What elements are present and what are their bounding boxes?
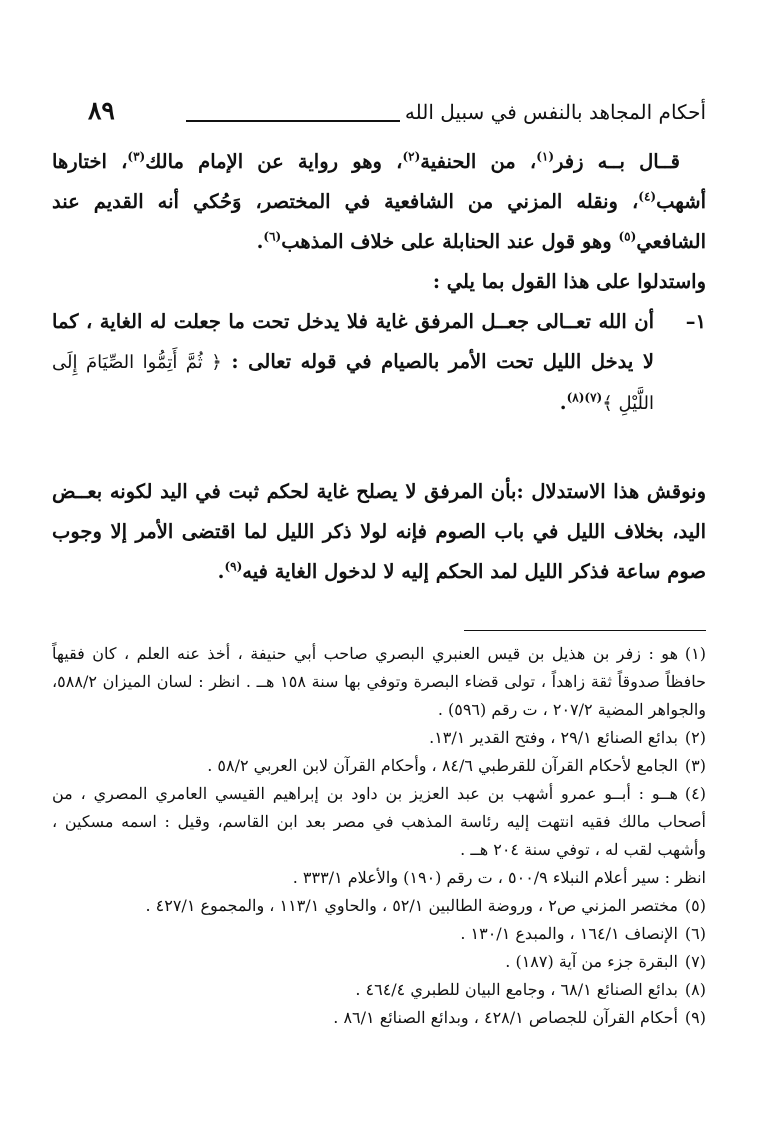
footnote-ref-5[interactable]: (٥): [618, 229, 637, 244]
header-rule: [186, 120, 400, 122]
footnote-8: (٨)بدائع الصنائع ٦٨/١ ، وجامع البيان للطبري ٤٦٤/٤ .: [355, 980, 706, 999]
paragraph-opinion: قــال بــه زفر$^{(١)}$، من الحنفية$^{(٢)}$، وهو رواية عن الإمام مالك$^{(٣)}$، اختارها أشهب$^{(٤)}$، ونقله المزني من الشافعية في المختصر، وَحُكي أنه القديم عند الشافعي$^{(٥)}$ وهو قول عند الحنابلة على خلاف المذهب$^{(٦)}$.: [52, 149, 706, 253]
running-title: أحكام المجاهد بالنفس في سبيل الله: [404, 100, 706, 124]
footnote-ref-8[interactable]: (٨): [566, 390, 585, 405]
page-header: [88, 96, 706, 132]
footnote-4-sources: انظر : سير أعلام النبلاء ٥٠٠/٩ ، ت رقم (١٩٠) والأعلام ٣٣٣/١ .: [292, 868, 706, 887]
footnote-2: (٢)بدائع الصنائع ٢٩/١ ، وفتح القدير ١٣/١.: [429, 728, 706, 747]
footnote-7: (٧)البقرة جزء من آية (١٨٧) .: [505, 952, 706, 971]
footnotes: [52, 640, 706, 1032]
footnote-ref-4[interactable]: (٤): [638, 189, 657, 204]
footnote-ref-1[interactable]: (١): [536, 149, 555, 164]
footnote-ref-9[interactable]: (٩): [224, 559, 243, 574]
footnote-ref-3[interactable]: (٣): [127, 149, 146, 164]
paragraph-rebuttal: ونوقش هذا الاستدلال :بأن المرفق لا يصلح غاية لحكم ثبت في اليد لكونه بعــض اليد، بخلاف الليل في باب الصوم فإنه لولا ذكر الليل لما اقتضى الأمر إلا وجوب صوم ساعة فذكر الليل لمد الحكم إليه لا لدخول الغاية فيه$^{(٩)}$.: [52, 480, 706, 583]
footnote-3: (٣)الجامع لأحكام القرآن للقرطبي ٨٤/٦ ، وأحكام القرآن لابن العربي ٥٨/٢ .: [207, 756, 706, 775]
quran-verse: ﴿ ثُمَّ أَتِمُّوا الصِّيَامَ إِلَى اللَّيْلِ ﴾: [52, 352, 654, 414]
item-number: ١–: [685, 310, 706, 333]
footnote-9: (٩)أحكام القرآن للجصاص ٤٢٨/١ ، وبدائع الصنائع ٨٦/١ .: [333, 1008, 706, 1027]
main-text: [52, 142, 706, 592]
footnote-ref-7[interactable]: (٧): [584, 390, 603, 405]
paragraph-evidence-intro: واستدلوا على هذا القول بما يلي :: [432, 270, 706, 293]
footnote-1: (١)هو : زفر بن هذيل بن قيس العنبري البصري صاحب أبي حنيفة ، أخذ عنه العلم ، كان فقيهاً حافظاً صدوقاً ثقة زاهداً ، تولى قضاء البصرة وتوفي بها سنة ١٥٨ هــ . انظر : لسان الميزان ٥٨٨/٢، والجواهر المضية ٢٠٧/٢ ، ت رقم (٥٩٦) .: [52, 644, 706, 719]
footnote-5: (٥)مختصر المزني ص٢ ، وروضة الطالبين ٥٢/١ ، والحاوي ١١٣/١ ، والمجموع ٤٢٧/١ .: [145, 896, 706, 915]
footnote-ref-6[interactable]: (٦): [263, 229, 282, 244]
page-number: ٨٩: [88, 96, 115, 125]
footnote-6: (٦)الإنصاف ١٦٤/١ ، والمبدع ١٣٠/١ .: [460, 924, 706, 943]
footnote-separator: [464, 630, 706, 631]
evidence-item-1: ١– أن الله تعــالى جعــل المرفق غاية فلا يدخل تحت ما جعلت له الغاية ، كما لا يدخل الليل تحت الأمر بالصيام في قوله تعالى : ﴿ ثُمَّ أَتِمُّوا الصِّيَامَ إِلَى اللَّيْلِ ﴾$^{(٧)(٨)}$.: [52, 302, 706, 424]
footnote-4: (٤)هــو : أبــو عمرو أشهب بن عبد العزيز بن داود بن إبراهيم القيسي العامري المصري ، من أصحاب مالك فقيه انتهت إليه رئاسة المذهب في مصر بعد ابن القاسم، وقيل : اسمه مسكين ، وأشهب لقب له ، توفي سنة ٢٠٤ هــ .: [52, 784, 706, 859]
footnote-ref-2[interactable]: (٢): [402, 149, 421, 164]
